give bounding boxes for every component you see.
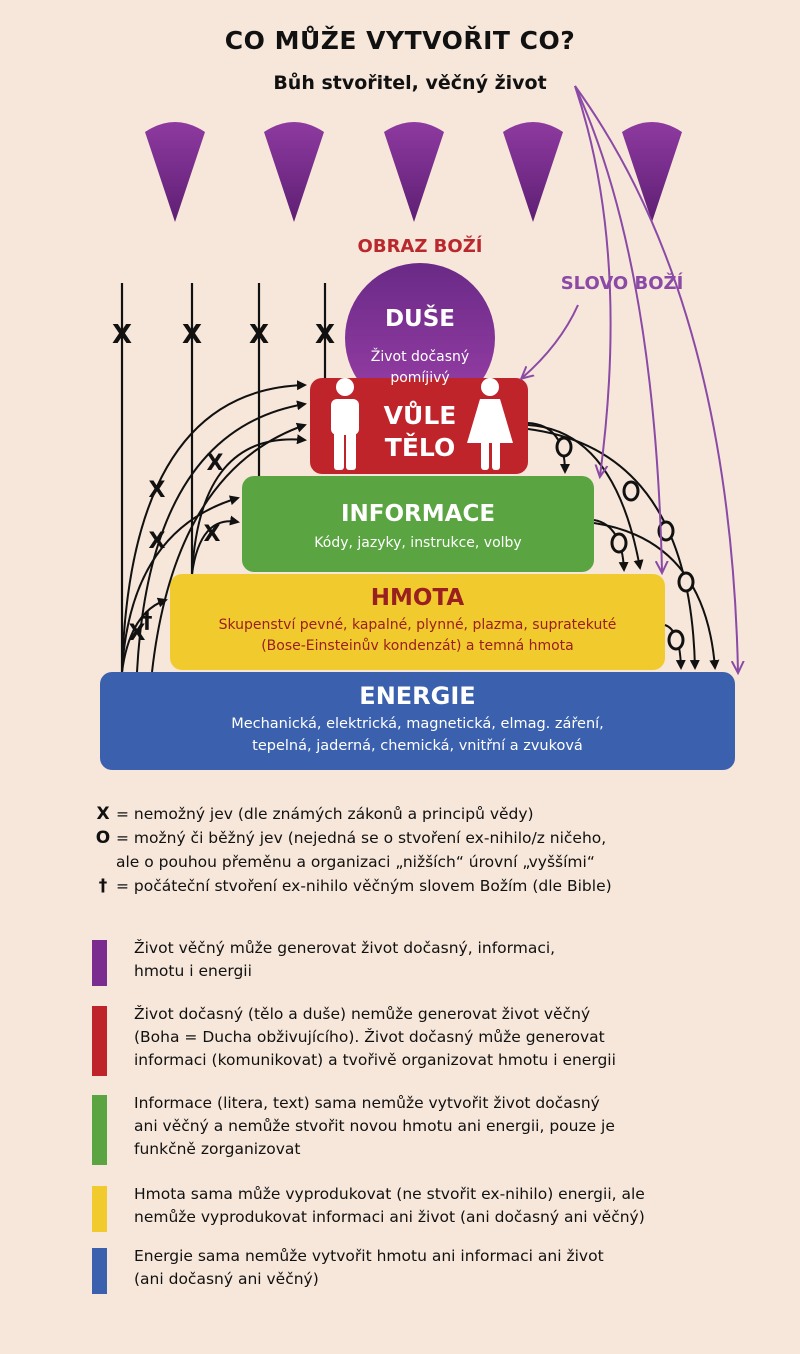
duse-subtitle-line: Život dočasný (370, 349, 470, 365)
hmota-title: HMOTA (370, 585, 465, 611)
color-key-line: Energie sama nemůže vytvořit hmotu ani informaci ani život (134, 1247, 604, 1265)
hmota-subtitle-line: (Bose-Einsteinův kondenzát) a temná hmota (261, 638, 574, 654)
color-key-item-red (92, 1003, 792, 1076)
slovo-bozi-label: SLOVO BOŽÍ (560, 273, 684, 294)
cross-mark-icon: X (203, 522, 221, 547)
page-subtitle: Bůh stvořitel, věčný život (273, 72, 547, 94)
informace-title: INFORMACE (340, 501, 496, 527)
legend-text: = možný či běžný jev (nejedná se o stvoření ex-nihilo/z ničeho, (116, 829, 607, 847)
energie-subtitle-line: tepelná, jaderná, chemická, vnitřní a zvuková (252, 738, 583, 754)
circle-mark-icon (612, 534, 626, 552)
duse-subtitle (345, 347, 495, 389)
dagger-mark-icon: † (141, 609, 153, 634)
cross-mark-icon: X (111, 320, 133, 350)
color-key-line: Hmota sama může vyprodukovat (ne stvořit ex-nihilo) energii, ale (134, 1185, 645, 1203)
color-key-line: Život dočasný (tělo a duše) nemůže generovat život věčný (134, 1005, 591, 1023)
legend-row-o (90, 826, 790, 850)
cone-icon (145, 122, 205, 222)
circle-mark-icon (624, 482, 638, 500)
legend-text: ale o pouhou přeměnu a organizaci „nižších“ úrovní „vyššími“ (116, 853, 595, 871)
color-swatch (92, 1186, 107, 1232)
color-swatch (92, 940, 107, 986)
hmota-subtitle-line: Skupenství pevné, kapalné, plynné, plazma, supratekuté (218, 617, 617, 633)
cones-row (145, 122, 682, 222)
color-key-line: Život věčný může generovat život dočasný, informaci, (134, 939, 556, 957)
hmota-subtitle (170, 615, 665, 657)
vule-telo-title (365, 400, 475, 464)
vule-label: VŮLE (383, 401, 457, 430)
color-swatch (92, 1248, 107, 1294)
cross-mark-icon: X (248, 320, 270, 350)
color-key-item-green (92, 1092, 792, 1165)
duse-subtitle-line: pomíjivý (390, 370, 450, 386)
cross-mark-icon: X (96, 804, 110, 824)
legend-text: = nemožný jev (dle známých zákonů a principů vědy) (116, 805, 534, 823)
color-key-line: (ani dočasný ani věčný) (134, 1270, 319, 1288)
telo-label: TĚLO (384, 433, 456, 462)
color-key-item-blue (92, 1245, 792, 1294)
cone-icon (622, 122, 682, 222)
circle-mark-icon: O (95, 828, 111, 848)
color-key-text (134, 1003, 754, 1076)
cross-mark-icon: X (314, 320, 336, 350)
cross-mark-icon: X (206, 451, 224, 476)
duse-title: DUŠE (384, 306, 456, 332)
cross-mark-icon: X (181, 320, 203, 350)
obraz-bozi-label: OBRAZ BOŽÍ (357, 236, 483, 257)
color-key-line: ani věčný a nemůže stvořit novou hmotu ani energii, pouze je (134, 1117, 615, 1135)
legend-row-dagger (90, 874, 790, 898)
color-key-text (134, 1245, 754, 1294)
circle-mark-icon (679, 573, 693, 591)
energie-subtitle-line: Mechanická, elektrická, magnetická, elmag. záření, (231, 716, 604, 732)
color-key-line: nemůže vyprodukovat informaci ani život (ani dočasný ani věčný) (134, 1208, 645, 1226)
color-key-line: funkčně zorganizovat (134, 1140, 301, 1158)
legend-text: = počáteční stvoření ex-nihilo věčným slovem Božím (dle Bible) (116, 877, 612, 895)
color-key-line: hmotu i energii (134, 962, 252, 980)
color-key-text (134, 1092, 754, 1165)
cone-icon (264, 122, 324, 222)
cross-mark-icon: X (148, 529, 166, 554)
color-key-text (134, 1183, 754, 1232)
color-swatch (92, 1006, 107, 1076)
cross-mark-icon: X (148, 478, 166, 503)
color-key-item-purple (92, 937, 792, 986)
circle-mark-icon (669, 631, 683, 649)
informace-subtitle: Kódy, jazyky, instrukce, volby (314, 535, 522, 551)
energie-title: ENERGIE (359, 682, 476, 710)
circle-mark-icon (557, 438, 571, 456)
cone-icon (384, 122, 444, 222)
color-swatch (92, 1095, 107, 1165)
symbol-legend (90, 802, 790, 898)
legend-row-x (90, 802, 790, 826)
page-title: CO MŮŽE VYTVOŘIT CO? (224, 26, 576, 55)
color-key-item-yellow (92, 1183, 792, 1232)
energie-subtitle (100, 713, 735, 757)
dagger-mark-icon: † (98, 876, 108, 896)
color-key-line: Informace (litera, text) sama nemůže vytvořit život dočasný (134, 1094, 600, 1112)
cross-mark-icon: X (128, 621, 146, 646)
color-key-line: informaci (komunikovat) a tvořivě organizovat hmotu i energii (134, 1051, 616, 1069)
cone-icon (503, 122, 563, 222)
color-key-text (134, 937, 754, 986)
color-key-line: (Boha = Ducha obživujícího). Život dočasný může generovat (134, 1028, 605, 1046)
